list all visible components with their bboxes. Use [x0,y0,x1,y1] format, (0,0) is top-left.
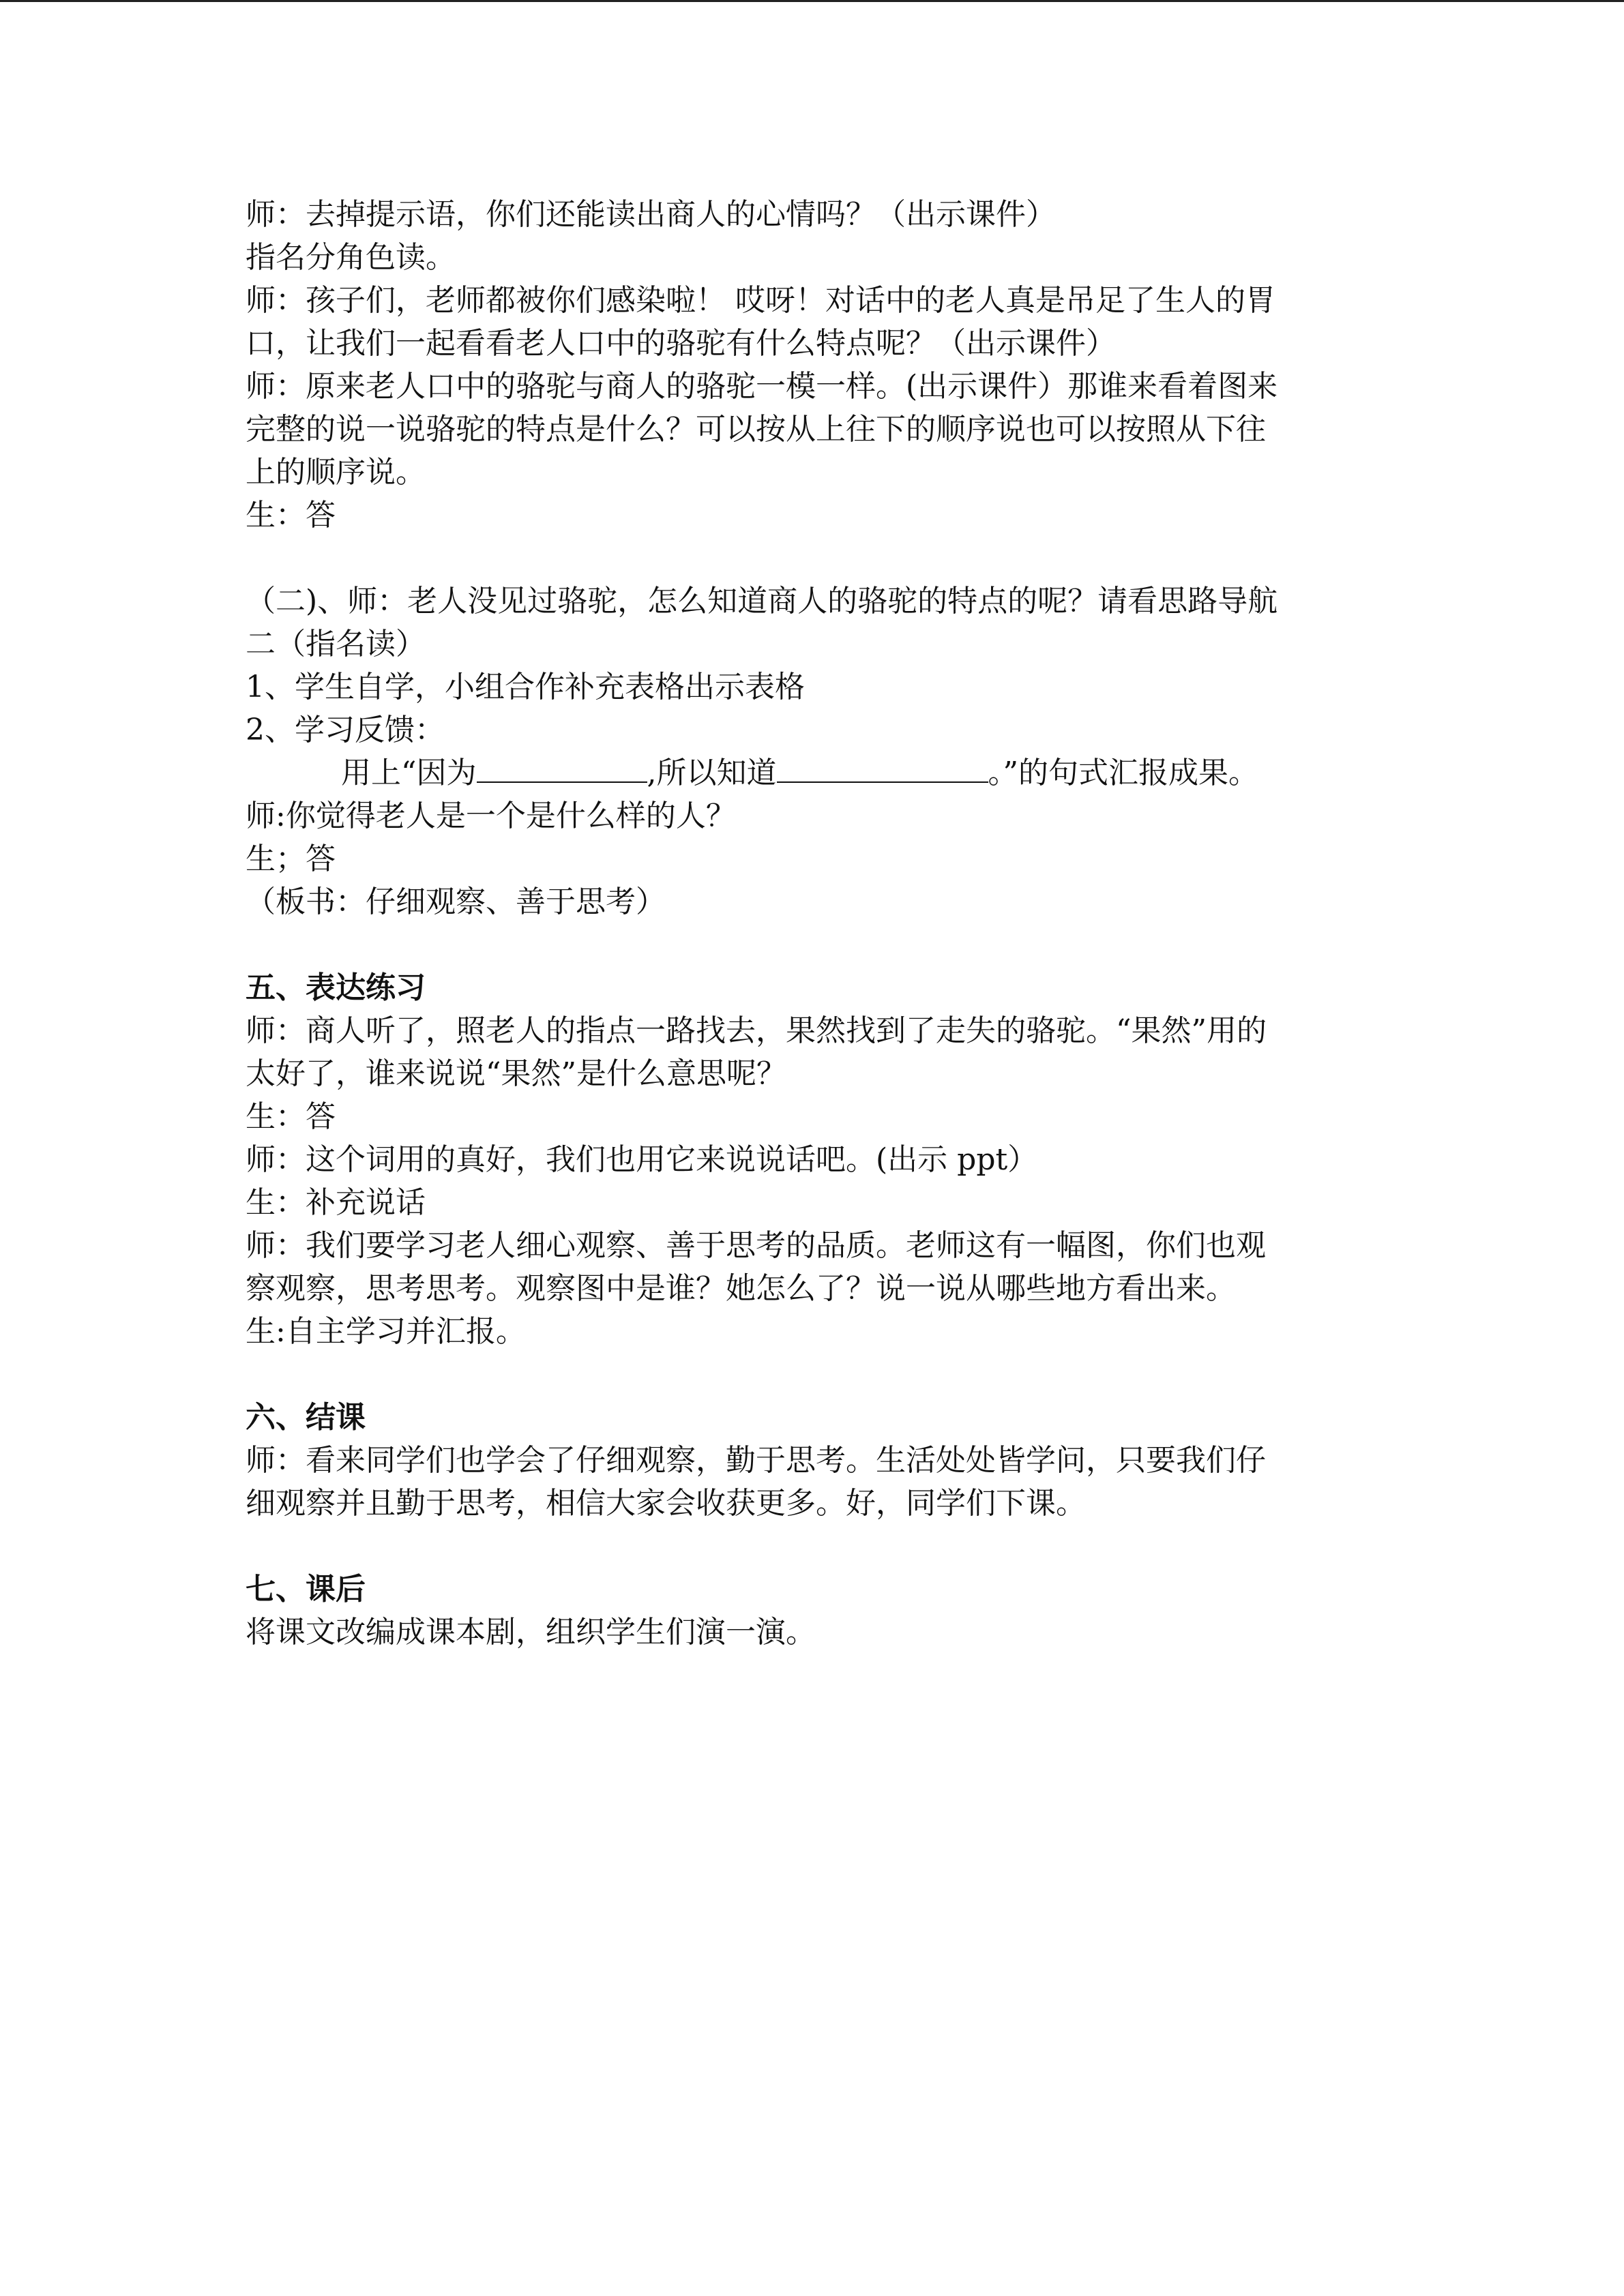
text-line: 师：去掉提示语，你们还能读出商人的心情吗？（出示课件） [246,197,1056,232]
text-line: 师：这个词用的真好，我们也用它来说说话吧。(出示 ppt） [246,1142,1038,1177]
text-line: 上的顺序说。 [246,455,426,490]
section-heading: 七、课后 [246,1572,366,1607]
text-line: 生；答 [246,841,336,876]
fill-prefix: 用上“因为 [341,756,477,790]
text-line: 2、学习反馈： [246,713,445,747]
text-line: 二（指名读） [246,627,426,661]
text-line: 生：答 [246,498,336,533]
text-line: 将课文改编成课本剧，组织学生们演一演。 [246,1615,816,1650]
text-line: 察观察，思考思考。观察图中是谁？她怎么了？说一说从哪些地方看出来。 [246,1271,1236,1306]
text-line: 细观察并且勤于思考，相信大家会收获更多。好，同学们下课。 [246,1486,1086,1521]
fill-suffix: 。”的句式汇报成果。 [988,756,1258,790]
text-line: 1、学生自学，小组合作补充表格出示表格 [246,670,805,704]
paragraph-gap [246,1353,1378,1396]
page-top-border [0,0,1624,2]
section-heading: 六、结课 [246,1400,366,1435]
paragraph-gap [246,923,1378,966]
text-line: 生：答 [246,1099,336,1134]
text-line: 师：看来同学们也学会了仔细观察，勤于思考。生活处处皆学问，只要我们仔 [246,1443,1266,1478]
text-line: 完整的说一说骆驼的特点是什么？可以按从上往下的顺序说也可以按照从下往 [246,412,1266,447]
text-line: 师：我们要学习老人细心观察、善于思考的品质。老师这有一幅图，你们也观 [246,1228,1266,1263]
text-line: （二)、师：老人没见过骆驼，怎么知道商人的骆驼的特点的呢？请看思路导航 [246,584,1278,618]
text-line: 师：原来老人口中的骆驼与商人的骆驼一模一样。(出示课件）那谁来看着图来 [246,369,1278,404]
paragraph-gap [246,1525,1378,1568]
text-line: 师:你觉得老人是一个是什么样的人？ [246,799,736,833]
text-line: 师：孩子们，老师都被你们感染啦！ 哎呀！对话中的老人真是吊足了生人的胃 [246,283,1275,318]
section-heading: 五、表达练习 [246,970,426,1005]
text-line: 生:自主学习并汇报。 [246,1314,526,1349]
text-line: 太好了，谁来说说“果然”是什么意思呢？ [246,1056,786,1091]
paragraph-gap [246,537,1378,580]
text-line: （板书：仔细观察、善于思考） [246,884,666,919]
text-line: 生：补充说话 [246,1185,426,1220]
blank-underline [777,751,988,783]
text-line: 师：商人听了，照老人的指点一路找去，果然找到了走失的骆驼。“果然”用的 [246,1013,1267,1048]
text-line: 口，让我们一起看看老人口中的骆驼有什么特点呢？（出示课件） [246,326,1116,361]
text-line: 指名分角色读。 [246,240,456,275]
fill-middle: ,所以知道 [647,756,777,790]
blank-underline [477,751,647,783]
fill-in-sentence [246,751,1378,794]
document-page [246,193,1378,1654]
